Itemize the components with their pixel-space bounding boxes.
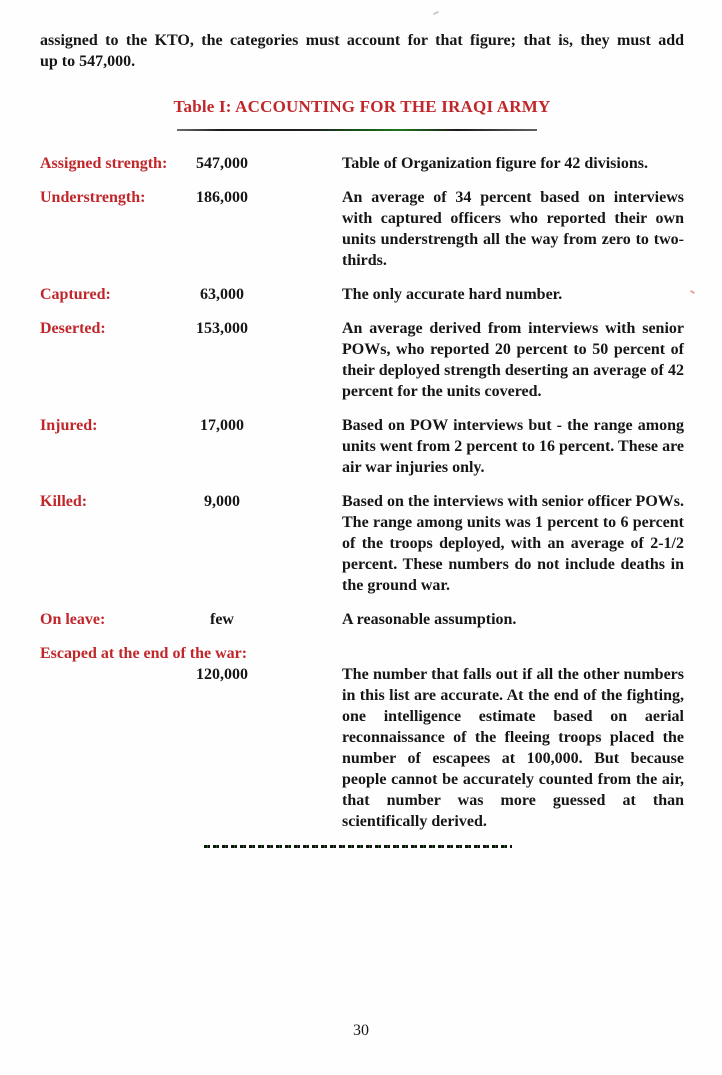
row-category-label: Captured: (40, 286, 111, 303)
table-row (40, 318, 684, 402)
row-category-label: Escaped at the end of the war: (40, 645, 248, 662)
intro-line: up to 547,000. (40, 53, 136, 70)
table-row (40, 609, 684, 630)
row-strength-value: few (210, 611, 234, 628)
scan-artifact (433, 11, 439, 15)
table-row (40, 153, 684, 174)
table-row (40, 415, 684, 478)
table-row (40, 491, 684, 596)
title-underline-rule (177, 129, 537, 131)
table-row (40, 187, 684, 271)
table-row (40, 643, 684, 832)
row-explanation-note: An average of 34 percent based on interviews with captured officers who reported their own units understrength all the way from zero to two-thirds. (342, 189, 684, 269)
table-title: Table I: ACCOUNTING FOR THE IRAQI ARMY (173, 97, 551, 116)
row-strength-value: 547,000 (196, 155, 248, 172)
row-category-label: Understrength: (40, 189, 146, 206)
scan-artifact (690, 290, 695, 294)
row-strength-value: 9,000 (204, 493, 240, 510)
row-category-label: Deserted: (40, 320, 106, 337)
row-explanation-note: A reasonable assumption. (342, 611, 517, 628)
intro-line: assigned to the KTO, the categories must account for that figure; that is, they must add (40, 32, 684, 49)
row-strength-value: 120,000 (196, 666, 248, 683)
dashed-separator (204, 845, 512, 848)
row-strength-value: 186,000 (196, 189, 248, 206)
accounting-table (40, 153, 684, 832)
intro-paragraph (40, 30, 684, 72)
row-category-label: Assigned strength: (40, 155, 168, 172)
row-category-label: Killed: (40, 493, 88, 510)
row-explanation-note: Table of Organization figure for 42 divisions. (342, 155, 648, 172)
row-explanation-note: Based on POW interviews but - the range among units went from 2 percent to 16 percent. These are air war injuries only. (342, 417, 684, 476)
row-explanation-note: The only accurate hard number. (342, 286, 563, 303)
row-strength-value: 17,000 (200, 417, 244, 434)
row-strength-value: 153,000 (196, 320, 248, 337)
table-row (40, 284, 684, 305)
row-strength-value: 63,000 (200, 286, 244, 303)
row-explanation-note: The number that falls out if all the other numbers in this list are accurate. At the end of the fighting, one intelligence estimate based on aerial reconnaissance of the fleeing troops placed the number of escapees at 100,000. But because people cannot be accurately counted from the air, that number was more guessed at than scientifically derived. (342, 666, 684, 830)
row-explanation-note: Based on the interviews with senior officer POWs. The range among units was 1 percent to 6 percent of the troops deployed, with an average of 2-1/2 percent. These numbers do not include deaths in the ground war. (342, 493, 684, 594)
row-explanation-note: An average derived from interviews with senior POWs, who reported 20 percent to 50 percent of their deployed strength deserting an average of 42 percent for the units covered. (342, 320, 684, 400)
row-category-label: Injured: (40, 417, 98, 434)
page-number: 30 (353, 1022, 369, 1039)
row-category-label: On leave: (40, 611, 106, 628)
